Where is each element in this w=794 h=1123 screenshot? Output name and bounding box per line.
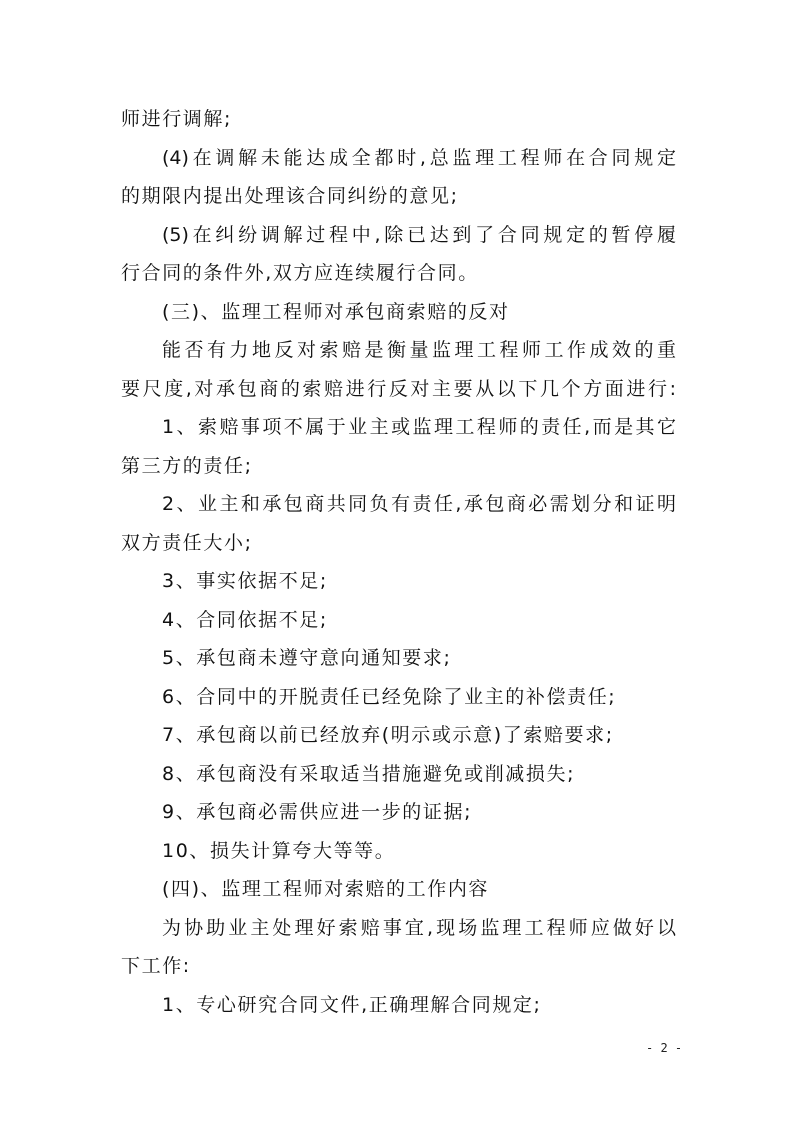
text-line: (四)、监理工程师对索赔的工作内容 [162, 878, 490, 900]
text-line: 行合同的条件外,双方应连续履行合同。 [121, 262, 479, 284]
text-line: 1、专心研究合同文件,正确理解合同规定; [162, 993, 542, 1016]
text-line: 的期限内提出处理该合同纠纷的意见; [121, 185, 459, 207]
text-line: 双方责任大小; [121, 531, 253, 554]
text-line: (5)在纠纷调解过程中,除已达到了合同规定的暂停履 [162, 223, 676, 246]
text-line: 10、损失计算夸大等等。 [162, 839, 396, 862]
text-line: 7、承包商以前已经放弃(明示或示意)了索赔要求; [162, 724, 614, 746]
text-line: (4)在调解未能达成全都时,总监理工程师在合同规定 [162, 146, 676, 169]
document-body [121, 100, 676, 1024]
text-line: 要尺度,对承包商的索赔进行反对主要从以下几个方面进行: [121, 377, 676, 400]
text-line: 师进行调解; [121, 108, 233, 130]
text-line: 第三方的责任; [121, 454, 253, 477]
text-line: 能否有力地反对索赔是衡量监理工程师工作成效的重 [162, 339, 676, 361]
page-number: - 2 - [646, 1041, 683, 1055]
text-line: 9、承包商必需供应进一步的证据; [162, 801, 473, 823]
text-line: 5、承包商未遵守意向通知要求; [162, 647, 452, 669]
text-line: 1、索赔事项不属于业主或监理工程师的责任,而是其它 [162, 416, 676, 438]
text-line: 4、合同依据不足; [162, 608, 328, 631]
text-line: 6、合同中的开脱责任已经免除了业主的补偿责任; [162, 685, 617, 708]
text-line: 2、业主和承包商共同负有责任,承包商必需划分和证明 [162, 493, 676, 515]
text-line: 3、事实依据不足; [162, 570, 328, 592]
text-line: 为协助业主处理好索赔事宜,现场监理工程师应做好以 [162, 916, 676, 939]
text-line: 8、承包商没有采取适当措施避免或削减损失; [162, 762, 576, 785]
text-line: (三)、监理工程师对承包商索赔的反对 [162, 300, 510, 323]
text-line: 下工作: [121, 955, 191, 977]
